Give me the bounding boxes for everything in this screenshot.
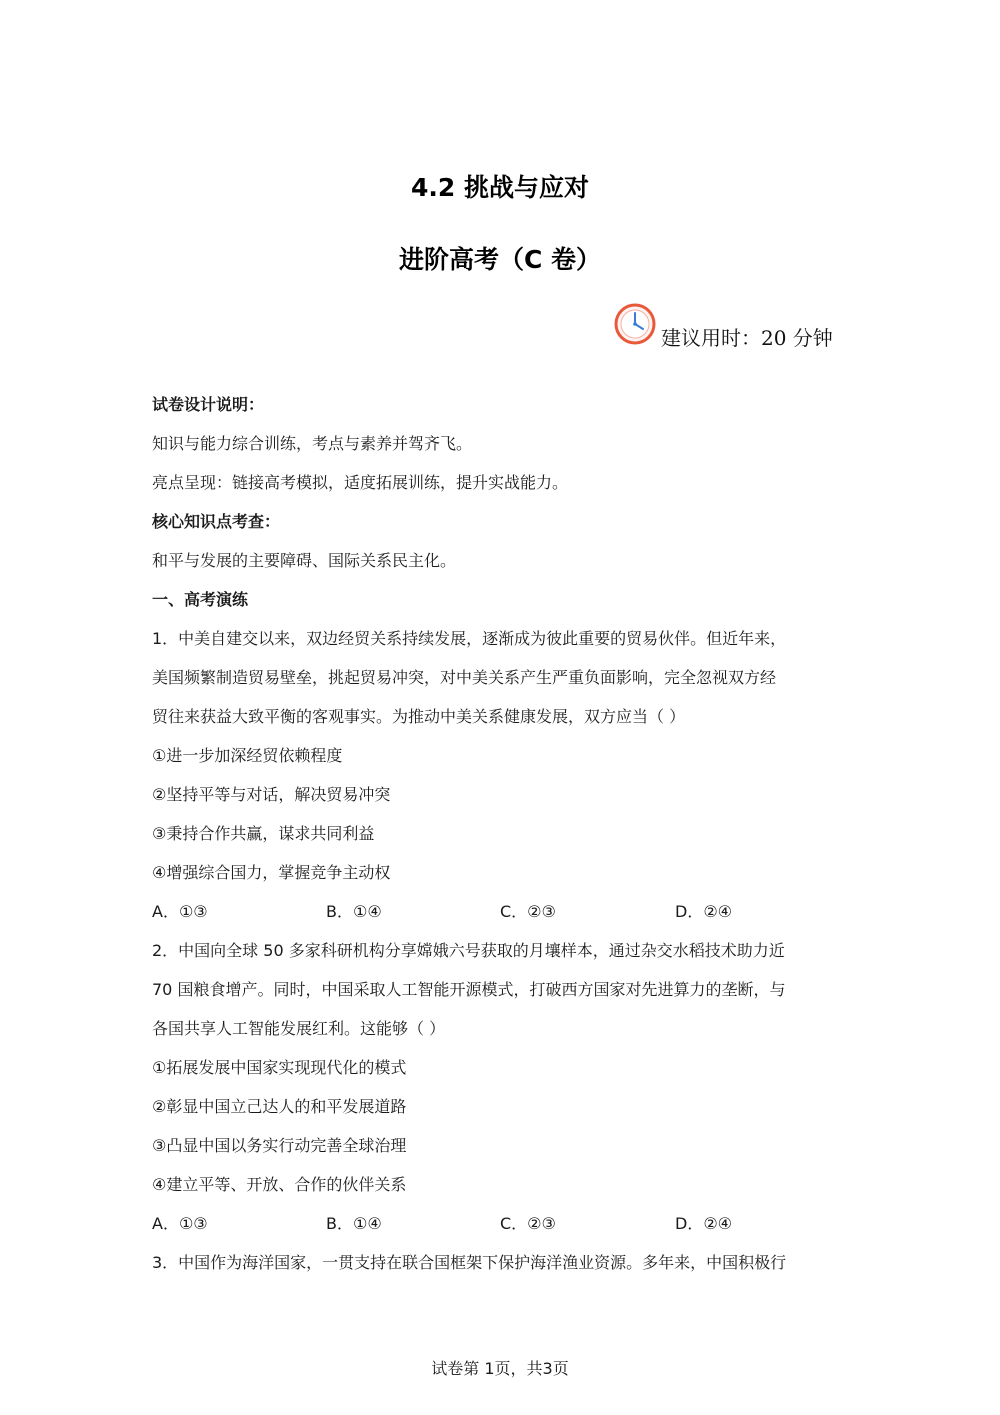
- core-line: 和平与发展的主要障碍、国际关系民主化。: [152, 551, 457, 570]
- q1-item: ①进一步加深经贸依赖程度: [152, 746, 343, 765]
- q2-stem-line: 70 国粮食增产。同时，中国采取人工智能开源模式，打破西方国家对先进算力的垄断，与: [152, 980, 786, 999]
- q2-item: ④建立平等、开放、合作的伙伴关系: [152, 1175, 407, 1194]
- q1-option-a[interactable]: A．①③: [152, 902, 208, 921]
- q3-stem-line: 3．中国作为海洋国家，一贯支持在联合国框架下保护海洋渔业资源。多年来，中国积极行: [152, 1253, 787, 1272]
- page-title: 4.2 挑战与应对: [411, 173, 589, 202]
- design-line-1: 知识与能力综合训练，考点与素养并驾齐飞。: [152, 434, 473, 453]
- q1-stem-line: 美国频繁制造贸易壁垒，挑起贸易冲突，对中美关系产生严重负面影响，完全忽视双方经: [152, 668, 777, 687]
- design-line-2: 亮点呈现：链接高考模拟，适度拓展训练，提升实战能力。: [152, 473, 569, 492]
- q2-option-a[interactable]: A．①③: [152, 1214, 208, 1233]
- clock-icon: [613, 302, 657, 346]
- q2-stem-line: 各国共享人工智能发展红利。这能够（ ）: [152, 1019, 446, 1038]
- section-heading: 一、高考演练: [152, 590, 249, 609]
- design-heading: 试卷设计说明：: [152, 395, 265, 414]
- q1-option-d[interactable]: D．②④: [675, 902, 733, 921]
- q1-option-c[interactable]: C．②③: [500, 902, 556, 921]
- q2-option-b[interactable]: B．①④: [326, 1214, 382, 1233]
- q1-item: ②坚持平等与对话，解决贸易冲突: [152, 785, 391, 804]
- core-heading: 核心知识点考查：: [152, 512, 281, 531]
- q2-stem-line: 2．中国向全球 50 多家科研机构分享嫦娥六号获取的月壤样本，通过杂交水稻技术助力近: [152, 941, 785, 960]
- q2-item: ①拓展发展中国家实现现代化的模式: [152, 1058, 407, 1077]
- q2-option-d[interactable]: D．②④: [675, 1214, 733, 1233]
- suggested-time: [613, 300, 833, 352]
- suggested-time-text: 建议用时：20 分钟: [661, 326, 833, 350]
- q1-option-b[interactable]: B．①④: [326, 902, 382, 921]
- page-subtitle: 进阶高考（C 卷）: [398, 245, 602, 274]
- q2-option-c[interactable]: C．②③: [500, 1214, 556, 1233]
- q1-item: ③秉持合作共赢，谋求共同利益: [152, 824, 375, 843]
- q1-item: ④增强综合国力，掌握竞争主动权: [152, 863, 391, 882]
- q1-stem-line: 1．中美自建交以来，双边经贸关系持续发展，逐渐成为彼此重要的贸易伙伴。但近年来，: [152, 629, 787, 648]
- q2-item: ③凸显中国以务实行动完善全球治理: [152, 1136, 407, 1155]
- page-footer: 试卷第 1页，共3页: [431, 1359, 569, 1378]
- q2-item: ②彰显中国立己达人的和平发展道路: [152, 1097, 407, 1116]
- q1-stem-line: 贸往来获益大致平衡的客观事实。为推动中美关系健康发展，双方应当（ ）: [152, 707, 686, 726]
